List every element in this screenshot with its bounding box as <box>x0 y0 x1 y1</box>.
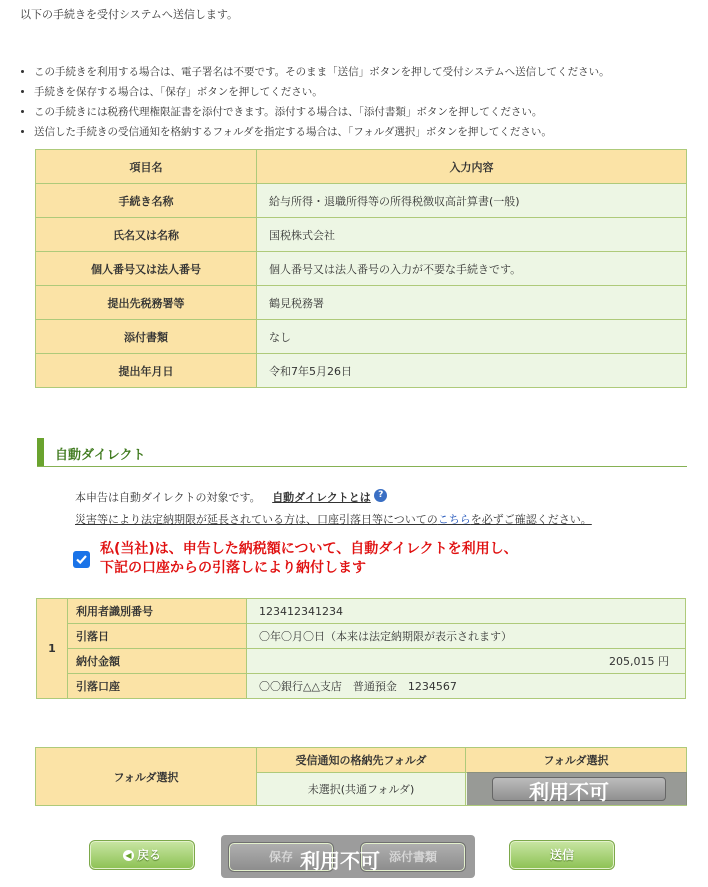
row-value: 123412341234 <box>247 599 686 624</box>
header-item-name: 項目名 <box>36 150 257 184</box>
row-value: 〇年〇月〇日（本来は法定納期限が表示されます） <box>247 624 686 649</box>
table-row <box>36 252 687 286</box>
auto-direct-link[interactable]: 自動ダイレクトとは <box>272 491 371 504</box>
instruction-list <box>20 62 610 142</box>
instruction-item: • 送信した手続きの受信通知を格納するフォルダを指定する場合は、「フォルダ選択」ボタンを押してください。 <box>34 122 610 142</box>
row-label: 添付書類 <box>36 320 257 354</box>
disaster-text-pre: 災害等により法定納期限が延長されている方は、口座引落日等についての <box>75 513 438 526</box>
table-row <box>36 184 687 218</box>
row-label: 納付金額 <box>68 649 247 674</box>
row-value: 令和7年5月26日 <box>257 354 687 388</box>
disaster-note <box>75 511 592 527</box>
consent-text <box>100 540 518 578</box>
auto-direct-note <box>75 489 387 505</box>
table-header-row <box>36 150 687 184</box>
row-value: 給与所得・退職所得等の所得税徴収高計算書(一般) <box>257 184 687 218</box>
instruction-item: • 手続きを保存する場合は、「保存」ボタンを押してください。 <box>34 82 610 102</box>
account-table <box>36 598 686 699</box>
table-row <box>37 624 686 649</box>
folder-label: フォルダ選択 <box>36 748 257 806</box>
header-folder-select: フォルダ選択 <box>466 748 687 773</box>
table-row <box>37 599 686 624</box>
back-label: 戻る <box>136 848 161 862</box>
section-accent-bar <box>37 438 44 466</box>
row-label: 引落口座 <box>68 674 247 699</box>
storage-folder-value: 未選択(共通フォルダ) <box>257 773 466 806</box>
table-row <box>36 218 687 252</box>
account-index: 1 <box>37 599 68 699</box>
row-value: 個人番号又は法人番号の入力が不要な手続きです。 <box>257 252 687 286</box>
row-label: 個人番号又は法人番号 <box>36 252 257 286</box>
row-label: 提出先税務署等 <box>36 286 257 320</box>
table-row <box>36 354 687 388</box>
consent-checkbox[interactable] <box>73 551 90 568</box>
instruction-item: • この手続きには税務代理権限証書を添付できます。添付する場合は、「添付書類」ボタンを押してください。 <box>34 102 610 122</box>
checkmark-icon <box>75 553 88 566</box>
send-button[interactable] <box>509 840 615 870</box>
table-row <box>36 286 687 320</box>
row-value: 〇〇銀行△△支店 普通預金 1234567 <box>247 674 686 699</box>
submission-info-table <box>35 149 687 388</box>
row-label: 引落日 <box>68 624 247 649</box>
table-row <box>36 320 687 354</box>
row-value: なし <box>257 320 687 354</box>
row-label: 提出年月日 <box>36 354 257 388</box>
row-value: 鶴見税務署 <box>257 286 687 320</box>
row-label: 氏名又は名称 <box>36 218 257 252</box>
auto-direct-section-header <box>37 438 687 467</box>
send-label: 送信 <box>549 848 574 862</box>
row-value: 205,015 円 <box>247 649 686 674</box>
instruction-item: • この手続きを利用する場合は、電子署名は不要です。そのまま「送信」ボタンを押して受付システムへ送信してください。 <box>34 62 610 82</box>
row-label: 利用者識別番号 <box>68 599 247 624</box>
save-label: 保存 <box>268 850 293 864</box>
attach-label: 添付書類 <box>388 850 437 864</box>
intro-text: 以下の手続きを受付システムへ送信します。 <box>20 8 239 21</box>
table-row <box>37 649 686 674</box>
table-row <box>36 748 687 773</box>
table-row <box>37 674 686 699</box>
help-icon[interactable]: ? <box>374 489 387 502</box>
unavailable-label: 利用不可 <box>529 780 609 804</box>
header-storage-folder: 受信通知の格納先フォルダ <box>257 748 466 773</box>
section-title: 自動ダイレクト <box>55 448 146 463</box>
arrow-left-icon: ◀ <box>123 850 134 861</box>
unavailable-label: 利用不可 <box>300 849 380 873</box>
consent-line: 下記の口座からの引落しにより納付します <box>100 560 366 576</box>
disaster-text-post: を必ずご確認ください。 <box>470 513 592 526</box>
row-label: 手続き名称 <box>36 184 257 218</box>
header-input-content: 入力内容 <box>257 150 687 184</box>
consent-line: 私(当社)は、申告した納税額について、自動ダイレクトを利用し、 <box>100 541 518 557</box>
auto-direct-text: 本申告は自動ダイレクトの対象です。 <box>75 491 261 504</box>
disaster-here-link[interactable]: こちら <box>437 513 471 526</box>
row-value: 国税株式会社 <box>257 218 687 252</box>
back-button[interactable] <box>89 840 195 870</box>
